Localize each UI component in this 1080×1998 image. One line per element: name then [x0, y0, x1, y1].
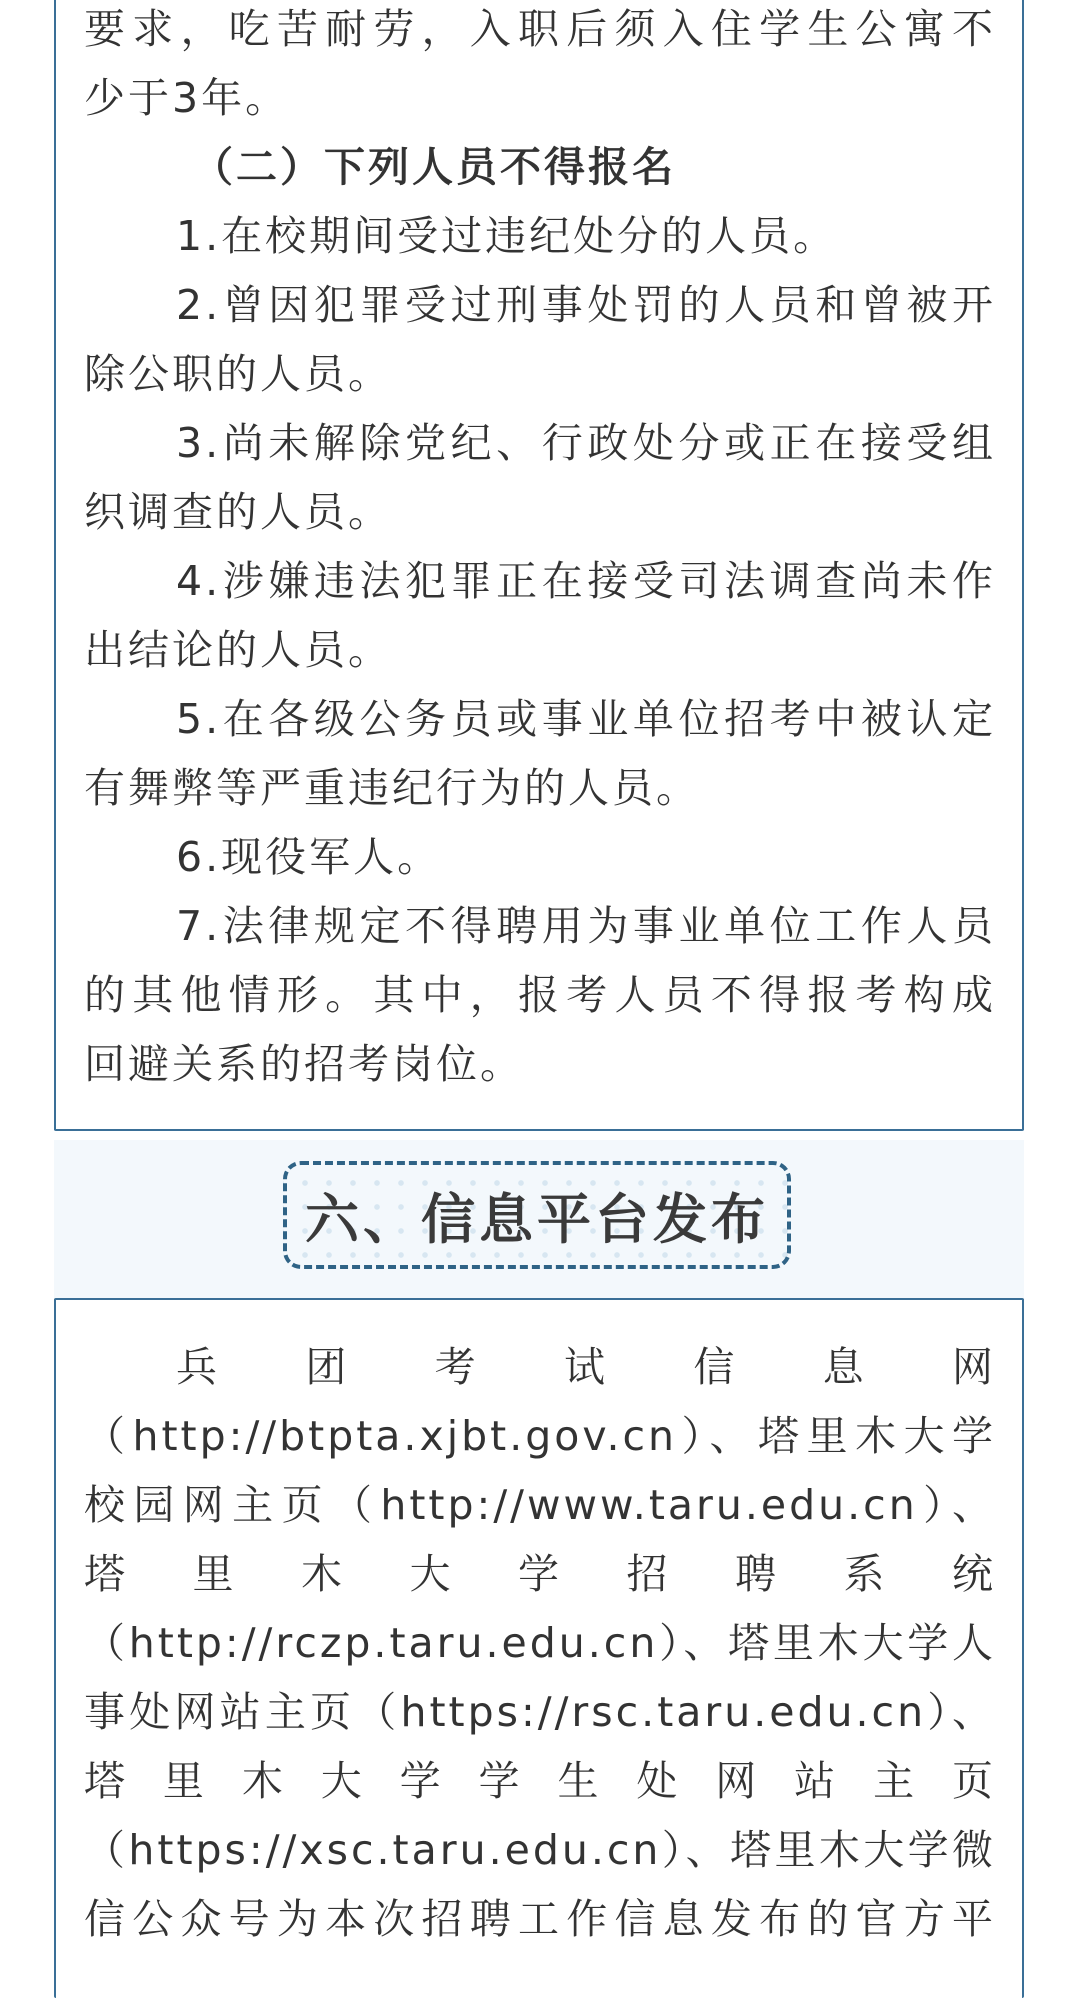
text-line: 要求，吃苦耐劳，入职后须入住学生公寓不 [84, 5, 996, 53]
subheading: （二）下列人员不得报名 [192, 143, 676, 191]
list-item: 1.在校期间受过违纪处分的人员。 [176, 212, 838, 260]
text-line: 塔里木大学学生处网站主页 [84, 1757, 996, 1805]
text-line: 校园网主页（http://www.taru.edu.cn）、 [84, 1481, 996, 1529]
info-platform-box [54, 1298, 1024, 1998]
list-item: 4.涉嫌违法犯罪正在接受司法调查尚未作 [176, 557, 996, 605]
list-item: 2.曾因犯罪受过刑事处罚的人员和曾被开 [176, 281, 996, 329]
text-line: （http://btpta.xjbt.gov.cn）、塔里木大学 [84, 1412, 996, 1460]
text-line: 有舞弊等严重违纪行为的人员。 [84, 764, 700, 812]
text-line: （http://rczp.taru.edu.cn）、塔里木大学人 [84, 1619, 996, 1667]
text-line: 塔里木大学招聘系统 [84, 1550, 996, 1598]
list-item: 7.法律规定不得聘用为事业单位工作人员 [176, 902, 996, 950]
section-title: 六、信息平台发布 [305, 1187, 769, 1251]
text-line: 出结论的人员。 [84, 626, 392, 674]
text-line: （https://xsc.taru.edu.cn）、塔里木大学微 [84, 1826, 996, 1874]
section-title-badge [283, 1161, 791, 1269]
text-line: 织调查的人员。 [84, 488, 392, 536]
text-line: 回避关系的招考岗位。 [84, 1040, 524, 1088]
list-item: 6.现役军人。 [176, 833, 442, 881]
text-line: 信公众号为本次招聘工作信息发布的官方平 [84, 1895, 996, 1943]
section-title-wrap [287, 1165, 787, 1265]
text-line: 少于3年。 [84, 74, 290, 122]
text-line: 事处网站主页（https://rsc.taru.edu.cn）、 [84, 1688, 996, 1736]
section-heading-band [54, 1140, 1024, 1298]
list-item: 5.在各级公务员或事业单位招考中被认定 [176, 695, 996, 743]
requirements-box [54, 0, 1024, 1131]
text-line: 兵团考试信息网 [176, 1343, 996, 1391]
list-item: 3.尚未解除党纪、行政处分或正在接受组 [176, 419, 996, 467]
text-line: 除公职的人员。 [84, 350, 392, 398]
text-line: 的其他情形。其中，报考人员不得报考构成 [84, 971, 996, 1019]
